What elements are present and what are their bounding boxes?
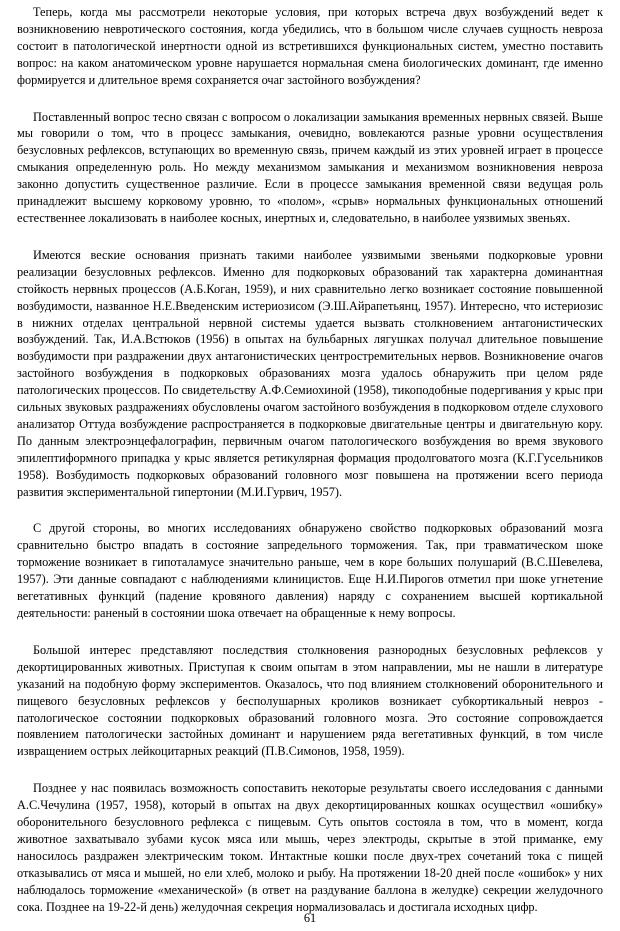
- paragraph-6: Позднее у нас появилась возможность сопоставить некоторые результаты своего исследования с данными А.С.Чечулина (1957, 1958), который в опытах на двух декортицированных кошках осуществил «ошибку» оборонительного безусловного рефлекса с пищевым. Суть опытов состояла в том, что в момент, когда животное захватывало зубами кусок мяса или мышь, через электроды, скрытые в этой приманке, ему наносилось раздражен электрическим током. Интактные кошки после двух-трех сочетаний тока с пищей отказывались от мяса и мышей, но ели хлеб, молоко и рыбу. На протяжении 18-20 дней после «ошибок» у них наблюдалось торможение «механической» (в ответ на раздувание баллона в желудке) секреции желудочного сока. Позднее на 19-22-й день) желудочная секреция нормализовалась и достигала исходных цифр.: [17, 781, 603, 914]
- paragraph-5: Большой интерес представляют последствия столкновения разнородных безусловных рефлексов у декортицированных животных. Приступая к своим опытам в этом направлении, мы не нашли в литературе указаний на подобную форму экспериментов. Оказалось, что под влиянием столкновений оборонительного и пищевого безусловных рефлексов у бесполушарных кроликов возникает субкортикальный невроз - патологическое состоянии подкорковых образований головного мозга. Это состояние сопровождается появлением патологически застойных доминант и нарушением ряда вегетативных функций, в том числе извращением острых лейкоцитарных реакций (П.В.Симонов, 1958, 1959).: [17, 642, 603, 759]
- paragraph-1: Теперь, когда мы рассмотрели некоторые условия, при которых встреча двух возбуждений ведет к возникновению невротического состояния, когда убедились, что в большом числе случаев сущность невроза состоит в патологической инертности одной из встретившихся функциональных систем, уместно поставить вопрос: на каком анатомическом уровне нарушается нормальная смена биологических доминант, где именно формируется и длительное время сохраняется очаг застойного возбуждения?: [17, 5, 603, 87]
- paragraph-2: Поставленный вопрос тесно связан с вопросом о локализации замыкания временных нервных связей. Выше мы говорили о том, что в процесс замыкания, очевидно, вовлекаются разные уровни осуществления безусловных рефлексов, вступающих во временную связь, причем каждый из этих уровней играет в процессе смыкания определенную роль. Но между механизмом замыкания и механизмом возникновения невроза законно допустить существенное различие. Если в процессе замыкания временной связи ведущая роль принадлежит высшему корковому уровню, то «полом», «срыв» нормальных функциональных отношений естественнее локализовать в наиболее косных, инертных и, следовательно, в наиболее уязвимых звеньях.: [17, 109, 603, 225]
- paragraph-4: С другой стороны, во многих исследованиях обнаружено свойство подкорковых образований мозга сравнительно быстро впадать в состояние запредельного торможения. Так, при травматическом шоке торможение возникает в гипоталамусе значительно раньше, чем в коре больших полушарий (В.С.Шевелева, 1957). Эти данные совпадают с наблюдениями клиницистов. Еще Н.И.Пирогов отметил при шоке угнетение вегетативных функций (падение кровяного давления) наряду с сохранением высшей кортикальной деятельности: раненый в состоянии шока отвечает на обращенные к нему вопросы.: [17, 521, 603, 620]
- paragraph-3: Имеются веские основания признать такими наиболее уязвимыми звеньями подкорковые уровни реализации безусловных рефлексов. Именно для подкорковых образований так характерна доминантная стойкость нервных процессов (А.Б.Коган, 1959), и них сравнительно легко возникает состояние повышенной возбудимости, названное Н.Е.Введенским истериозисом (Э.Ш.Айрапетьянц, 1957). Интересно, что истериозис в нижних отделах центральной нервной системы удается вызвать столкновением антагонистических возбуждений. Так, И.А.Встюков (1956) в опытах на бульбарных лягушках получал длительное повышение возбудимости при раздражении двух антагонистических центростремительных нервов. Возникновение очагов застойного возбуждения в подкорковых образованиях мозга удалось обнаружить при целом ряде патологических процессов. По свидетельству А.Ф.Семиохиной (1958), тикоподобные подергивания у крыс при сильных звуковых раздражениях обусловлены очагом застойного возбуждения в подкорковом отделе слухового анализатор Оттуда возбуждение распространяется в подкорковые двигательные центры и двигательную кору. По данным электроэнцефалографин, первичным очагом патологического возбуждения во время звукового эпилептиформного припадка у крыс является ретикулярная формация продолговатого мозга (К.Г.Гусельников 1958). Возбудимость подкорковых образований головного мозг повышена на протяжении всего периода развития экспериментальной гипертонии (М.И.Гурвич, 1957).: [17, 247, 603, 499]
- page-number: 61: [303, 911, 317, 925]
